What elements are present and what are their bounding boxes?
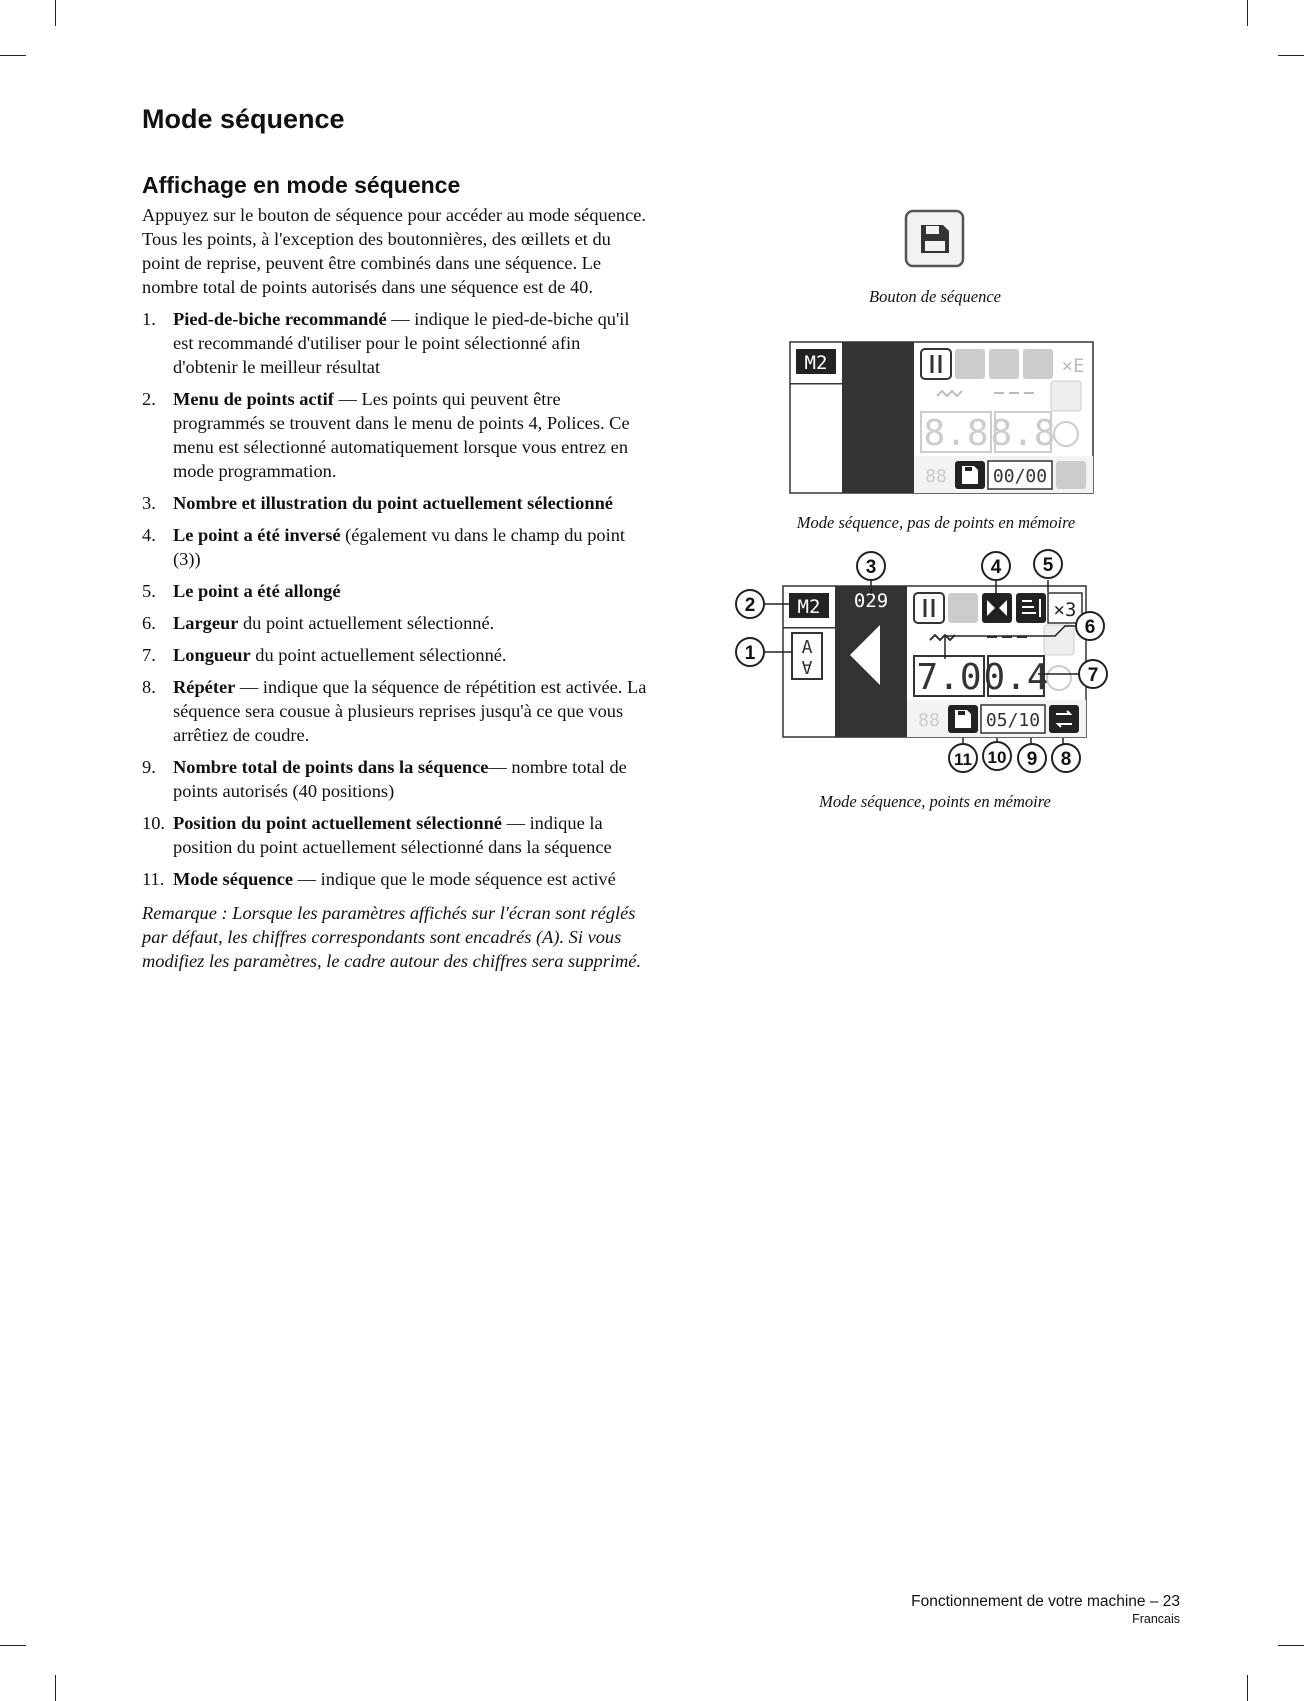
display-divider [790,383,842,385]
item-desc: — indique que la séquence de répétition est activée. La séquence sera cousue à plusieurs reprises jusqu'à ce que vous arrêtiez de coudre. [173,677,647,745]
mirror-icon [982,593,1012,623]
callout-label: 7 [1087,665,1099,686]
foot-warning-icon [1051,381,1081,411]
width-value: 7.0 [916,657,982,698]
crop-mark [1278,55,1304,56]
item-desc: — indique le pied-de-biche qu'il est recommandé d'utiliser pour le point sélectionné afin d'obtenir le meilleur résultat [173,309,630,377]
callout-label: 9 [1026,749,1038,770]
callout-5 [1034,550,1062,578]
item-term: Le point a été allongé [173,581,341,601]
list-item [142,579,647,603]
item-desc: — nombre total de points autorisés (40 positions) [173,757,627,801]
callout-label: 8 [1060,749,1072,770]
crop-mark [1247,0,1248,26]
callout-6 [1076,612,1104,640]
callout-7 [1079,660,1107,688]
item-number: 10. [142,813,165,833]
remark-note: Remarque : Lorsque les paramètres affichés sur l'écran sont réglés par défaut, les chiffres correspondants sont encadrés (A). Si vous modifiez les paramètres, le cadre autour des chiffres sera supprimé. [142,903,642,971]
callout-label: 4 [990,557,1002,578]
item-desc: — Les points qui peuvent être programmés se trouvent dans le menu de points 4, Polices. Ce menu est sélectionné automatiquement lorsque vous entrez en mode programmation. [173,389,630,481]
crop-mark [55,0,56,26]
item-number: 11. [142,869,165,889]
item-number: 6. [142,613,156,633]
stitch-number: 029 [853,590,889,612]
caption-empty: Mode séquence, pas de points en mémoire [796,513,1076,532]
item-term: Position du point actuellement sélectionné [173,813,502,833]
list-item [142,675,647,747]
item-number: 2. [142,389,156,409]
callout-4 [982,552,1010,580]
crop-mark [0,55,26,56]
width-value: 8.8 [923,413,989,454]
caption-memory: Mode séquence, points en mémoire [819,792,1051,811]
callout-label: 10 [987,748,1007,767]
list-item [142,811,647,859]
font-letter-top: A [801,637,813,658]
item-number: 4. [142,525,156,545]
callout-2 [736,590,764,618]
callout-label: 6 [1084,617,1096,638]
callout-label: 1 [744,643,756,664]
floppy-disk-icon [921,225,949,253]
list-item [142,307,647,379]
menu-label: M2 [797,596,821,618]
callout-label: 5 [1042,555,1054,576]
item-term: Nombre total de points dans la séquence [173,757,489,777]
item-number: 5. [142,581,156,601]
item-number: 9. [142,757,156,777]
callout-1 [736,638,764,666]
callout-10 [983,742,1011,770]
crop-mark [1278,1645,1304,1646]
list-item [142,611,647,635]
list-item [142,867,647,891]
item-term: Longueur [173,645,251,665]
item-term: Menu de points actif [173,389,334,409]
callout-8 [1052,744,1080,772]
item-desc: — indique que le mode séquence est activé [293,869,616,889]
item-desc: — indique la position du point actuellement sélectionné dans la séquence [173,813,612,857]
display-empty [789,341,1095,495]
menu-label: M2 [804,352,828,374]
item-term: Mode séquence [173,869,294,889]
callout-3 [857,552,885,580]
repeat-count: ×E [1061,355,1085,377]
footer-chapter: Fonctionnement de votre machine – 23 [911,1593,1180,1610]
length-value: 8.8 [990,413,1056,454]
list-item [142,491,647,515]
section-title: Affichage en mode séquence [142,172,461,198]
repeat-count: ×3 [1053,599,1077,621]
item-term: Nombre et illustration du point actuellement sélectionné [173,493,613,513]
display-memory [732,548,1132,778]
small-digits: 88 [925,466,947,487]
item-term: Le point a été inversé [173,525,341,545]
counter-value: 00/00 [992,466,1048,487]
item-desc: du point actuellement sélectionné. [238,613,495,633]
intro-paragraph: Appuyez sur le bouton de séquence pour accéder au mode séquence. Tous les points, à l'exception des boutonnières, des œillets et du point de reprise, peuvent être combinés dans une séquence. Le nombre total de points autorisés dans une séquence est de 40. [142,205,647,297]
small-digits: 88 [918,710,940,731]
callout-label: 11 [954,750,972,769]
sequence-button[interactable] [904,209,966,269]
callout-label: 3 [865,557,877,578]
counter-value: 05/10 [985,710,1041,731]
list-item [142,523,647,571]
needle-stop-icon [955,349,985,379]
item-term: Pied-de-biche recommandé [173,309,387,329]
elongate-icon [1023,349,1053,379]
legend-list [142,307,647,891]
callout-11 [949,744,977,772]
caption-sequence-button: Bouton de séquence [869,287,1001,306]
mirror-icon [989,349,1019,379]
repeat-icon [1049,705,1079,733]
list-item [142,643,647,667]
needle-stop-icon [948,593,978,623]
length-value: 0.4 [983,657,1049,698]
presser-foot-icon [921,349,951,379]
presser-foot-icon [914,593,944,623]
item-number: 3. [142,493,156,513]
item-desc: du point actuellement sélectionné. [250,645,507,665]
callout-label: 2 [744,595,756,616]
item-term: Largeur [173,613,239,633]
item-term: Répéter [173,677,236,697]
text-column [142,203,647,981]
item-number: 1. [142,309,156,329]
stitch-panel [842,342,914,493]
item-number: 7. [142,645,156,665]
display-divider [783,627,835,629]
item-desc: (également vu dans le champ du point (3)) [173,525,625,569]
page-footer [911,1593,1180,1626]
repeat-icon [1056,461,1086,489]
page-title: Mode séquence [142,104,345,134]
footer-language: Francais [1132,1612,1180,1626]
item-number: 8. [142,677,156,697]
font-letter-bottom: A [801,656,813,677]
crop-mark [1247,1675,1248,1701]
crop-mark [0,1645,26,1646]
callout-9 [1018,744,1046,772]
foot-warning-icon [1044,625,1074,655]
list-item [142,387,647,483]
crop-mark [55,1675,56,1701]
list-item [142,755,647,803]
